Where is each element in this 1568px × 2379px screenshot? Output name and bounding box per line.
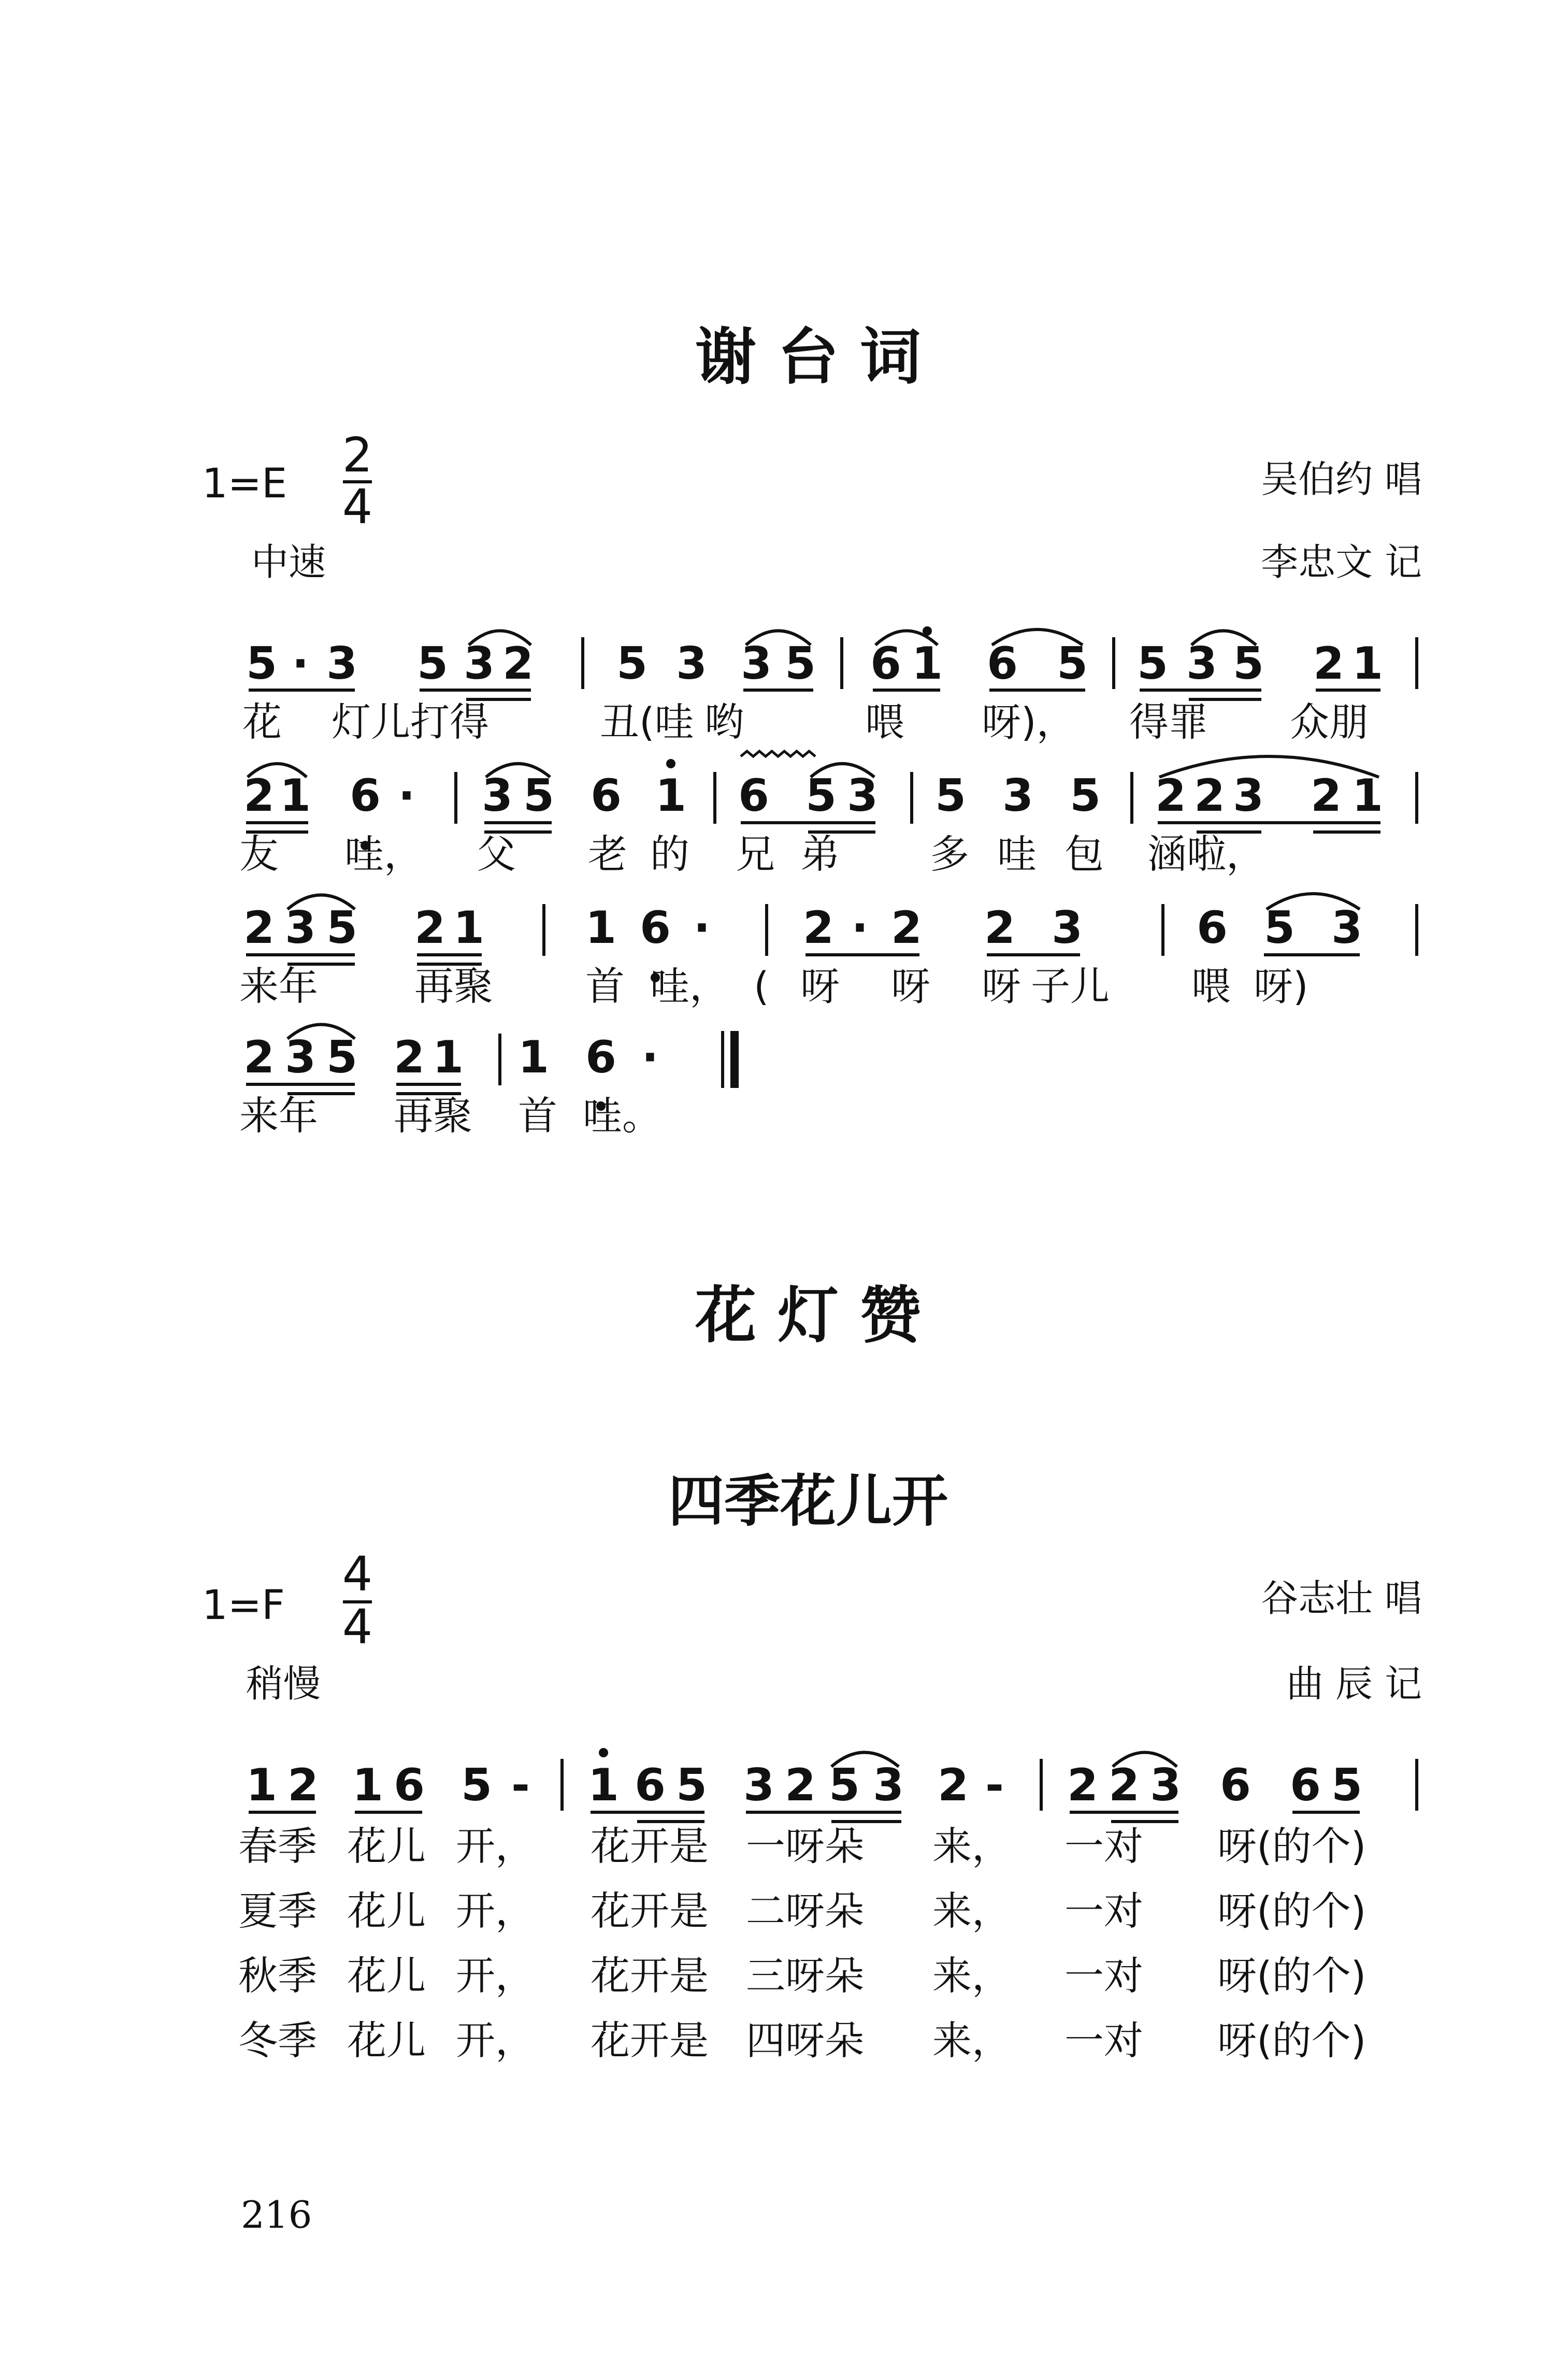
lyric: 灯儿打得 — [332, 699, 489, 745]
lyric: 呀) — [1254, 963, 1308, 1009]
song2-time-denominator: 4 — [342, 1599, 373, 1655]
lyric: 来， — [932, 1823, 1011, 1869]
sustain-dash: - — [511, 1759, 530, 1811]
lyric: 喂 — [1191, 963, 1231, 1009]
lyric: 开， — [456, 1953, 535, 1999]
note: 2 — [243, 1031, 275, 1083]
lyric: 得罪 — [1129, 699, 1208, 745]
note: 3 — [847, 770, 878, 822]
lyric: 兄 — [736, 831, 775, 877]
song2-verse — [238, 1953, 1366, 1999]
lyric: 一对 — [1064, 1953, 1143, 1999]
note: 3 — [1002, 770, 1033, 822]
note: 6 — [394, 1759, 425, 1811]
note: 6 — [1197, 902, 1228, 954]
lyric: 首 — [585, 963, 625, 1009]
note: 5 — [935, 770, 966, 822]
lyric: 丑(哇 — [600, 699, 694, 745]
note: 2 — [938, 1759, 969, 1811]
note: 1 — [433, 1031, 464, 1083]
song1-title: 谢 台 词 — [695, 321, 922, 393]
note: 3 — [1233, 770, 1264, 822]
lyric: 呀(的个) — [1217, 1823, 1366, 1869]
lyric: ( — [754, 963, 769, 1009]
final-barline-thick — [730, 1031, 739, 1088]
note: 6 — [635, 1759, 666, 1811]
song1-tempo: 中速 — [251, 540, 326, 584]
lyric: 呀 — [982, 963, 1021, 1009]
lyric: 三呀朵 — [746, 1953, 864, 1999]
note: 1 — [518, 1031, 549, 1083]
lyric: 呀 — [891, 963, 930, 1009]
lyric: 父 — [477, 831, 516, 877]
lyric: 一呀朵 — [746, 1823, 864, 1869]
song1-key-signature: 1=E — [202, 461, 287, 507]
note: 2 — [984, 902, 1015, 954]
page-number: 216 — [241, 2193, 312, 2237]
lyric: 秋季 — [238, 1953, 317, 1999]
song1-row1-notes — [246, 638, 1383, 690]
sustain-dash: - — [985, 1759, 1004, 1811]
lyric: 花儿 — [347, 1953, 426, 1999]
note: 2 — [394, 1031, 425, 1083]
note: 5 — [461, 1759, 492, 1811]
lyric: 一对 — [1064, 2017, 1143, 2063]
lyric: 呀(的个) — [1217, 1888, 1366, 1934]
lyric: 的 — [650, 831, 689, 877]
note: 5 — [1137, 638, 1168, 690]
lyric: 多 — [930, 831, 969, 877]
song1-row4-markings — [246, 1025, 739, 1111]
note: 5 — [805, 770, 837, 822]
song2-verse — [238, 2017, 1366, 2063]
lyric: 花儿 — [347, 2017, 426, 2063]
lyric: 夏季 — [238, 1888, 317, 1934]
note-dot: · — [398, 770, 415, 822]
note: 5 — [785, 638, 816, 690]
lyric: 子儿 — [1031, 963, 1110, 1009]
note: 1 — [588, 1759, 619, 1811]
note: 5 — [1057, 638, 1088, 690]
lyric: 哇， — [650, 963, 729, 1009]
lyric: 来年 — [239, 1093, 318, 1139]
note: 2 — [785, 1759, 816, 1811]
song1-row3-lyrics — [239, 963, 1308, 1009]
lyric: 涵啦， — [1147, 831, 1265, 877]
note: 6 — [640, 902, 671, 954]
song2-title: 四季花儿开 — [668, 1469, 948, 1534]
note: 3 — [482, 770, 513, 822]
slur — [1159, 756, 1379, 777]
note: 2 — [502, 638, 534, 690]
note: 1 — [655, 770, 686, 822]
note: 1 — [280, 770, 311, 822]
lyric: 呀(的个) — [1217, 1953, 1366, 1999]
note: 3 — [873, 1759, 904, 1811]
lyric: 弟 — [800, 831, 840, 877]
note: 1 — [1352, 770, 1383, 822]
note: 5 — [1070, 770, 1101, 822]
lyric: 春季 — [238, 1823, 317, 1869]
note: 3 — [464, 638, 495, 690]
lyric: 四呀朵 — [746, 2017, 864, 2063]
lyric: 来， — [932, 1888, 1011, 1934]
note: 6 — [870, 638, 901, 690]
song2-time-numerator: 4 — [342, 1546, 373, 1602]
note: 2 — [803, 902, 834, 954]
note: 6 — [1290, 1759, 1321, 1811]
song2-tempo: 稍慢 — [246, 1662, 321, 1706]
lyric: 哟 — [704, 699, 744, 745]
lyric: 老 — [588, 831, 627, 877]
lyric: 花开是 — [591, 1888, 709, 1934]
note: 6 — [350, 770, 381, 822]
note: 5 — [1264, 902, 1295, 954]
note: 1 — [352, 1759, 383, 1811]
note-dot: · — [641, 1031, 659, 1083]
lyric: 一对 — [1064, 1888, 1143, 1934]
note: 1 — [1352, 638, 1383, 690]
octave-dot — [666, 759, 675, 768]
note: 2 — [891, 902, 922, 954]
song2-key-signature: 1=F — [202, 1582, 285, 1629]
lyric: 开， — [456, 1823, 535, 1869]
note: 3 — [1186, 638, 1217, 690]
note: 3 — [285, 902, 316, 954]
note: 3 — [285, 1031, 316, 1083]
note: 1 — [585, 902, 616, 954]
note: 6 — [987, 638, 1018, 690]
note: 3 — [1150, 1759, 1181, 1811]
note: 2 — [243, 770, 275, 822]
song1-time-denominator: 4 — [342, 479, 373, 535]
lyric: 哇。 — [583, 1093, 661, 1139]
note: 5 — [1331, 1759, 1362, 1811]
lyric: 来， — [932, 2017, 1011, 2063]
note: 5 — [616, 638, 648, 690]
lyric: 呀(的个) — [1217, 2017, 1366, 2063]
note: 2 — [287, 1759, 319, 1811]
lyric: 包 — [1064, 831, 1104, 877]
song1-row2-lyrics — [239, 831, 1265, 877]
note: 2 — [1194, 770, 1225, 822]
note: 5 — [523, 770, 554, 822]
lyric: 首 — [518, 1093, 557, 1139]
lyric: 花儿 — [347, 1823, 426, 1869]
mordent — [741, 751, 815, 756]
lyric: 喂 — [865, 699, 904, 745]
note: 1 — [246, 1759, 277, 1811]
song1-row1-lyrics — [242, 699, 1369, 745]
note: 5 — [829, 1759, 860, 1811]
note: 1 — [453, 902, 484, 954]
song2-recorder: 曲 辰 记 — [1286, 1662, 1422, 1706]
note-dot: · — [851, 902, 869, 954]
note: 2 — [1109, 1759, 1140, 1811]
song1-row4-lyrics — [239, 1093, 661, 1139]
note: 2 — [1313, 638, 1344, 690]
song2-notes — [246, 1759, 1362, 1811]
lyric: 一对 — [1064, 1823, 1143, 1869]
song2-verse — [238, 1823, 1366, 1869]
octave-dot — [599, 1748, 608, 1757]
note: 5 — [326, 1031, 357, 1083]
note: 6 — [591, 770, 622, 822]
lyric: 来年 — [239, 963, 318, 1009]
lyric: 冬季 — [238, 2017, 317, 2063]
note: 2 — [243, 902, 275, 954]
lyric: 二呀朵 — [746, 1888, 864, 1934]
note: 3 — [326, 638, 357, 690]
note-dot: · — [693, 902, 711, 954]
lyric: 花开是 — [591, 2017, 709, 2063]
lyric: 花开是 — [591, 1823, 709, 1869]
song1-row2-notes — [243, 770, 1383, 822]
lyric: 呀 — [800, 963, 840, 1009]
note: 6 — [585, 1031, 616, 1083]
lyric: 再聚 — [394, 1093, 472, 1139]
lyric: 开， — [456, 2017, 535, 2063]
song1-recorder: 李忠文 记 — [1261, 540, 1422, 584]
song1-row3-notes — [243, 902, 1362, 954]
lyric: 众朋 — [1290, 699, 1369, 745]
note: 5 — [676, 1759, 707, 1811]
note: 3 — [1052, 902, 1083, 954]
note: 2 — [1311, 770, 1342, 822]
note: 1 — [912, 638, 943, 690]
note: 3 — [741, 638, 772, 690]
lyric: 再聚 — [414, 963, 493, 1009]
lyric: 花开是 — [591, 1953, 709, 1999]
lyric: 呀)， — [982, 699, 1076, 745]
lyric: 哇 — [997, 831, 1037, 877]
lyric: 花儿 — [347, 1888, 426, 1934]
note: 5 — [326, 902, 357, 954]
lyric: 哇， — [344, 831, 423, 877]
song2-verse — [238, 1888, 1366, 1934]
lyric: 来， — [932, 1953, 1011, 1999]
note: 3 — [1331, 902, 1362, 954]
note: 2 — [1067, 1759, 1098, 1811]
lyric: 友 — [239, 831, 279, 877]
note: 6 — [1220, 1759, 1251, 1811]
note: 2 — [1155, 770, 1186, 822]
song1-time-numerator: 2 — [342, 427, 373, 483]
note-dot: · — [292, 638, 309, 690]
note: 3 — [676, 638, 707, 690]
note: 5 — [1233, 638, 1264, 690]
song2-singer: 谷志壮 唱 — [1261, 1577, 1422, 1620]
note: 5 — [246, 638, 277, 690]
note: 5 — [417, 638, 448, 690]
lyric: 花 — [242, 699, 282, 745]
lyric: 开， — [456, 1888, 535, 1934]
song1-singer: 吴伯约 唱 — [1261, 457, 1422, 501]
note: 3 — [743, 1759, 774, 1811]
note: 6 — [738, 770, 769, 822]
song1-row4-notes — [243, 1031, 658, 1083]
section-title: 花 灯 赞 — [695, 1280, 922, 1351]
note: 2 — [414, 902, 445, 954]
